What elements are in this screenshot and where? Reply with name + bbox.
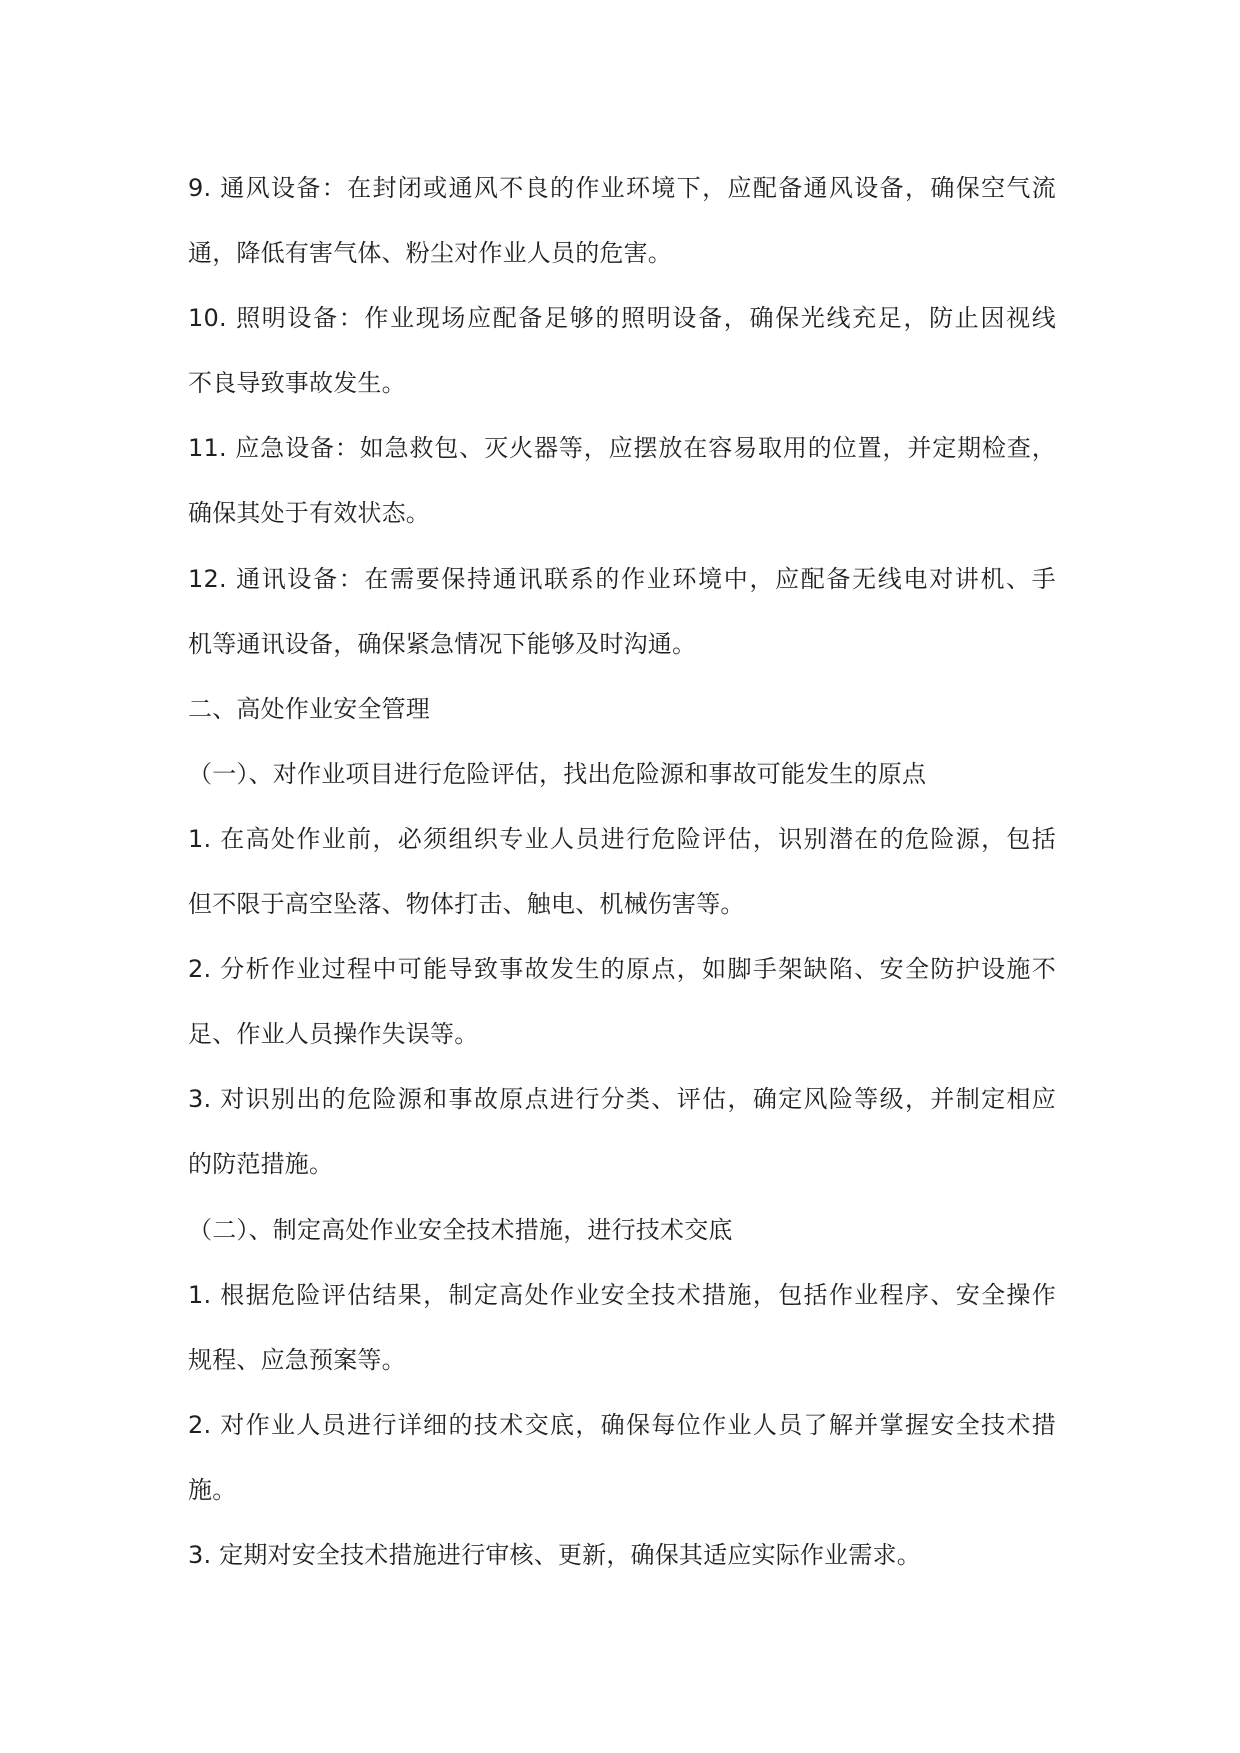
text-line: 1. 根据危险评估结果，制定高处作业安全技术措施，包括作业程序、安全操作 <box>188 1280 1056 1309</box>
subsection-heading: （一）、对作业项目进行危险评估，找出危险源和事故可能发生的原点 <box>188 759 927 788</box>
text-line: 2. 分析作业过程中可能导致事故发生的原点，如脚手架缺陷、安全防护设施不 <box>188 955 1056 984</box>
text-line: 3. 定期对安全技术措施进行审核、更新，确保其适应实际作业需求。 <box>188 1540 921 1569</box>
document-body <box>188 156 1056 1588</box>
text-line: 1. 在高处作业前，必须组织专业人员进行危险评估，识别潜在的危险源，包括 <box>188 824 1056 853</box>
text-line: 规程、应急预案等。 <box>188 1345 406 1374</box>
text-line: 不良导致事故发生。 <box>188 369 406 398</box>
subsection-heading: （二）、制定高处作业安全技术措施，进行技术交底 <box>188 1215 733 1244</box>
section-heading: 二、高处作业安全管理 <box>188 694 430 723</box>
text-line: 足、作业人员操作失误等。 <box>188 1020 479 1049</box>
text-line: 机等通讯设备，确保紧急情况下能够及时沟通。 <box>188 629 697 658</box>
text-line: 12. 通讯设备：在需要保持通讯联系的作业环境中，应配备无线电对讲机、手 <box>188 564 1056 593</box>
text-line: 的防范措施。 <box>188 1150 334 1179</box>
text-line: 10. 照明设备：作业现场应配备足够的照明设备，确保光线充足，防止因视线 <box>188 304 1056 333</box>
text-line: 施。 <box>188 1475 237 1504</box>
text-line: 通，降低有害气体、粉尘对作业人员的危害。 <box>188 239 672 268</box>
text-line: 9. 通风设备：在封闭或通风不良的作业环境下，应配备通风设备，确保空气流 <box>188 174 1056 202</box>
text-line: 确保其处于有效状态。 <box>188 499 430 528</box>
text-line: 3. 对识别出的危险源和事故原点进行分类、评估，确定风险等级，并制定相应 <box>188 1085 1056 1114</box>
text-line: 2. 对作业人员进行详细的技术交底，确保每位作业人员了解并掌握安全技术措 <box>188 1410 1056 1439</box>
text-line: 11. 应急设备：如急救包、灭火器等，应摆放在容易取用的位置，并定期检查， <box>188 434 1056 463</box>
text-line: 但不限于高空坠落、物体打击、触电、机械伤害等。 <box>188 890 745 919</box>
